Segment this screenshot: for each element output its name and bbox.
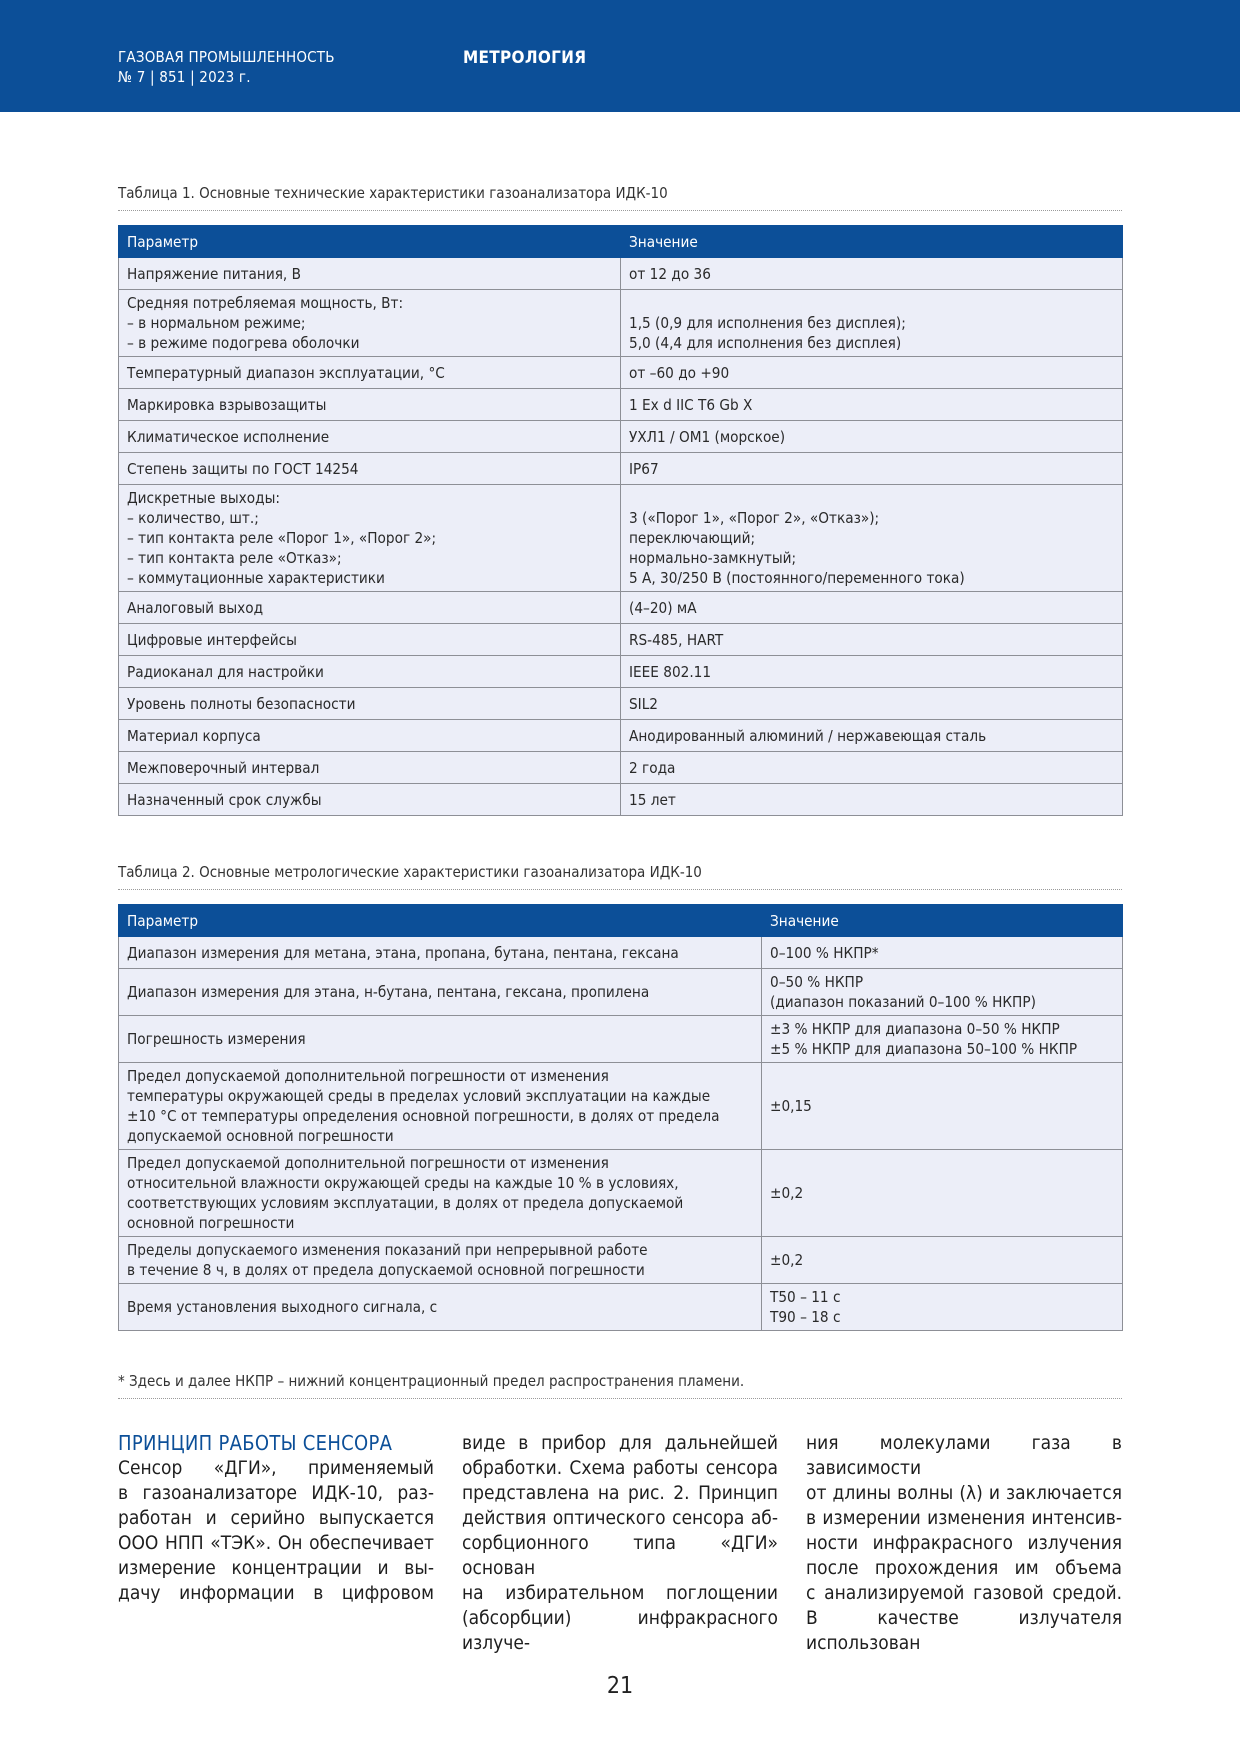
parameter-text: Предел допускаемой дополнительной погрешности от изменения xyxy=(127,1154,609,1172)
article-column-1 xyxy=(118,1456,434,1606)
parameter-text: температуры окружающей среды в пределах условий эксплуатации на каждые xyxy=(127,1087,711,1105)
article-text-line: от длины волны (λ) и заключается xyxy=(806,1482,1122,1504)
value-cell xyxy=(621,784,1123,816)
parameter-cell xyxy=(119,1150,762,1237)
article-text-line: работан и серийно выпускается xyxy=(118,1507,434,1529)
value-text: 2 года xyxy=(629,758,676,777)
parameter-text: Радиоканал для настройки xyxy=(127,662,324,681)
parameter-text: Цифровые интерфейсы xyxy=(127,630,297,649)
table-row xyxy=(119,969,1123,1016)
parameter-cell xyxy=(119,485,621,592)
table-row xyxy=(119,1063,1123,1150)
value-cell xyxy=(762,969,1123,1016)
value-text: 15 лет xyxy=(629,790,676,809)
value-text: переключающий; xyxy=(629,529,756,547)
parameter-text: относительной влажности окружающей среды на каждые 10 % в условиях, xyxy=(127,1174,679,1192)
page-number: 21 xyxy=(606,1673,634,1699)
article-text-line: ности инфракрасного излучения xyxy=(806,1532,1122,1554)
table-row xyxy=(119,1284,1123,1331)
table-row xyxy=(119,688,1123,720)
column-header-parameter: Параметр xyxy=(119,226,621,258)
article-text-line: в газоанализаторе ИДК-10, раз- xyxy=(118,1482,434,1504)
parameter-cell xyxy=(119,784,621,816)
metrological-specs-table-body xyxy=(119,937,1123,1331)
value-cell xyxy=(762,1284,1123,1331)
value-cell xyxy=(762,1237,1123,1284)
value-cell xyxy=(621,421,1123,453)
value-cell xyxy=(762,1016,1123,1063)
value-text: от –60 до +90 xyxy=(629,363,730,382)
parameter-cell xyxy=(119,258,621,290)
table-row xyxy=(119,357,1123,389)
technical-specs-table xyxy=(118,225,1123,816)
table1-caption: Таблица 1. Основные технические характеристики газоанализатора ИДК-10 xyxy=(118,184,1122,211)
parameter-text: Диапазон измерения для этана, н-бутана, пентана, гексана, пропилена xyxy=(127,983,650,1001)
article-text-line: сорбционного типа «ДГИ» основан xyxy=(462,1532,778,1579)
table-row xyxy=(119,485,1123,592)
parameter-cell xyxy=(119,1284,762,1331)
parameter-text: ±10 °С от температуры определения основной погрешности, в долях от предела xyxy=(127,1107,720,1125)
value-cell xyxy=(621,720,1123,752)
journal-name: ГАЗОВАЯ ПРОМЫШЛЕННОСТЬ xyxy=(118,48,335,66)
value-cell xyxy=(762,1063,1123,1150)
parameter-cell xyxy=(119,453,621,485)
parameter-cell xyxy=(119,969,762,1016)
column-header-value: Значение xyxy=(621,226,1123,258)
column-header-parameter: Параметр xyxy=(119,905,762,937)
value-cell xyxy=(621,453,1123,485)
table-row xyxy=(119,290,1123,357)
parameter-cell xyxy=(119,688,621,720)
parameter-text: Предел допускаемой дополнительной погрешности от изменения xyxy=(127,1067,609,1085)
value-text: (диапазон показаний 0–100 % НКПР) xyxy=(770,993,1036,1011)
table-row xyxy=(119,784,1123,816)
value-text: УХЛ1 / ОМ1 (морское) xyxy=(629,427,786,446)
value-text: 5 А, 30/250 В (постоянного/переменного тока) xyxy=(629,569,965,587)
parameter-text: допускаемой основной погрешности xyxy=(127,1127,394,1145)
table-row xyxy=(119,1237,1123,1284)
table-row xyxy=(119,656,1123,688)
table-row xyxy=(119,421,1123,453)
parameter-text: Температурный диапазон эксплуатации, °С xyxy=(127,363,445,382)
parameter-cell xyxy=(119,1016,762,1063)
article-text-line: представлена на рис. 2. Принцип xyxy=(462,1482,778,1504)
journal-issue: № 7 | 851 | 2023 г. xyxy=(118,68,251,86)
value-cell xyxy=(621,357,1123,389)
parameter-cell xyxy=(119,656,621,688)
value-cell xyxy=(621,656,1123,688)
value-text: 1,5 (0,9 для исполнения без дисплея); xyxy=(629,314,906,332)
parameter-text: – тип контакта реле «Порог 1», «Порог 2»; xyxy=(127,529,437,547)
article-text-line: Сенсор «ДГИ», применяемый xyxy=(118,1457,434,1479)
parameter-cell xyxy=(119,592,621,624)
value-text: IP67 xyxy=(629,459,659,478)
article-text-line: измерение концентрации и вы- xyxy=(118,1557,434,1579)
footnote: * Здесь и далее НКПР – нижний концентрационный предел распространения пламени. xyxy=(118,1372,1122,1399)
table-row xyxy=(119,258,1123,290)
value-text: ±0,15 xyxy=(770,1097,812,1115)
parameter-text: Уровень полноты безопасности xyxy=(127,694,356,713)
value-text: ±0,2 xyxy=(770,1184,804,1202)
value-text: IEEE 802.11 xyxy=(629,662,712,681)
parameter-cell xyxy=(119,752,621,784)
value-cell xyxy=(762,1150,1123,1237)
value-text: RS-485, HART xyxy=(629,630,724,649)
parameter-text: – в нормальном режиме; xyxy=(127,314,306,332)
table-row xyxy=(119,624,1123,656)
value-text: нормально-замкнутый; xyxy=(629,549,797,567)
article-text-line: В качестве излучателя использован xyxy=(806,1607,1122,1654)
value-cell xyxy=(621,624,1123,656)
article-text-line: с анализируемой газовой средой. xyxy=(806,1582,1122,1604)
table-row xyxy=(119,1150,1123,1237)
parameter-text: Маркировка взрывозащиты xyxy=(127,395,327,414)
parameter-text: Назначенный срок службы xyxy=(127,790,322,809)
parameter-text: Дискретные выходы: xyxy=(127,489,280,507)
section-name: МЕТРОЛОГИЯ xyxy=(463,48,587,68)
article-text-line: (абсорбции) инфракрасного излуче- xyxy=(462,1607,778,1654)
article-text-line: ния молекулами газа в зависимости xyxy=(806,1432,1122,1479)
table-row xyxy=(119,389,1123,421)
value-text: SIL2 xyxy=(629,694,659,713)
value-text: ±0,2 xyxy=(770,1251,804,1269)
table-row xyxy=(119,1016,1123,1063)
metrological-specs-table xyxy=(118,904,1123,1331)
value-text: Т90 – 18 с xyxy=(770,1308,841,1326)
value-text: 5,0 (4,4 для исполнения без дисплея) xyxy=(629,334,902,352)
parameter-text: Погрешность измерения xyxy=(127,1030,306,1048)
parameter-text: – коммутационные характеристики xyxy=(127,569,385,587)
parameter-text: Диапазон измерения для метана, этана, пропана, бутана, пентана, гексана xyxy=(127,943,679,962)
parameter-text: Средняя потребляемая мощность, Вт: xyxy=(127,294,404,312)
parameter-cell xyxy=(119,937,762,969)
table-row xyxy=(119,592,1123,624)
article-text-line: дачу информации в цифровом xyxy=(118,1582,434,1604)
parameter-text: Пределы допускаемого изменения показаний при непрерывной работе xyxy=(127,1241,648,1259)
parameter-text: Материал корпуса xyxy=(127,726,261,745)
journal-header-band xyxy=(0,0,1240,112)
table2-caption: Таблица 2. Основные метрологические характеристики газоанализатора ИДК-10 xyxy=(118,863,1122,890)
value-text: ±5 % НКПР для диапазона 50–100 % НКПР xyxy=(770,1040,1078,1058)
parameter-text: Напряжение питания, В xyxy=(127,264,301,283)
value-cell xyxy=(621,290,1123,357)
article-column-3 xyxy=(806,1431,1122,1656)
parameter-text: Межповерочный интервал xyxy=(127,758,320,777)
value-cell xyxy=(621,752,1123,784)
value-cell xyxy=(621,389,1123,421)
parameter-text: в течение 8 ч, в долях от предела допускаемой основной погрешности xyxy=(127,1261,645,1279)
value-text: 0–100 % НКПР* xyxy=(770,943,879,962)
parameter-cell xyxy=(119,1237,762,1284)
parameter-text: – тип контакта реле «Отказ»; xyxy=(127,549,342,567)
value-cell xyxy=(621,592,1123,624)
article-text-line: на избирательном поглощении xyxy=(462,1582,778,1604)
article-text-line: после прохождения им объема xyxy=(806,1557,1122,1579)
value-cell xyxy=(621,688,1123,720)
value-text: Анодированный алюминий / нержавеющая сталь xyxy=(629,726,987,745)
parameter-text: Климатическое исполнение xyxy=(127,427,330,446)
parameter-text: соответствующих условиям эксплуатации, в долях от предела допускаемой xyxy=(127,1194,684,1212)
value-text: 0–50 % НКПР xyxy=(770,973,864,991)
column-header-value: Значение xyxy=(762,905,1123,937)
parameter-cell xyxy=(119,290,621,357)
value-cell xyxy=(762,937,1123,969)
table-row xyxy=(119,937,1123,969)
value-text: 1 Ex d IIC T6 Gb X xyxy=(629,395,753,414)
value-text: (4–20) мА xyxy=(629,598,697,617)
parameter-text: Время установления выходного сигнала, с xyxy=(127,1298,438,1316)
parameter-text: Аналоговый выход xyxy=(127,598,264,617)
value-cell xyxy=(621,258,1123,290)
value-text: ±3 % НКПР для диапазона 0–50 % НКПР xyxy=(770,1020,1060,1038)
technical-specs-table-body xyxy=(119,258,1123,816)
table-row xyxy=(119,752,1123,784)
parameter-text: – количество, шт.; xyxy=(127,509,259,527)
parameter-cell xyxy=(119,389,621,421)
article-column-2 xyxy=(462,1431,778,1656)
article-text-line: обработки. Схема работы сенсора xyxy=(462,1457,778,1479)
parameter-cell xyxy=(119,624,621,656)
value-text: от 12 до 36 xyxy=(629,264,711,283)
article-text-line: ООО НПП «ТЭК». Он обеспечивает xyxy=(118,1532,434,1554)
section-heading: ПРИНЦИП РАБОТЫ СЕНСОРА xyxy=(118,1431,393,1455)
parameter-cell xyxy=(119,1063,762,1150)
value-cell xyxy=(621,485,1123,592)
parameter-text: Степень защиты по ГОСТ 14254 xyxy=(127,459,359,478)
value-text: Т50 – 11 с xyxy=(770,1288,841,1306)
article-text-line: действия оптического сенсора аб- xyxy=(462,1507,778,1529)
article-text-line: виде в прибор для дальнейшей xyxy=(462,1432,778,1454)
parameter-text: основной погрешности xyxy=(127,1214,295,1232)
table-row xyxy=(119,720,1123,752)
parameter-cell xyxy=(119,720,621,752)
value-text: 3 («Порог 1», «Порог 2», «Отказ»); xyxy=(629,509,880,527)
article-text-line: в измерении изменения интенсив- xyxy=(806,1507,1122,1529)
parameter-cell xyxy=(119,357,621,389)
table-row xyxy=(119,453,1123,485)
parameter-cell xyxy=(119,421,621,453)
parameter-text: – в режиме подогрева оболочки xyxy=(127,334,360,352)
